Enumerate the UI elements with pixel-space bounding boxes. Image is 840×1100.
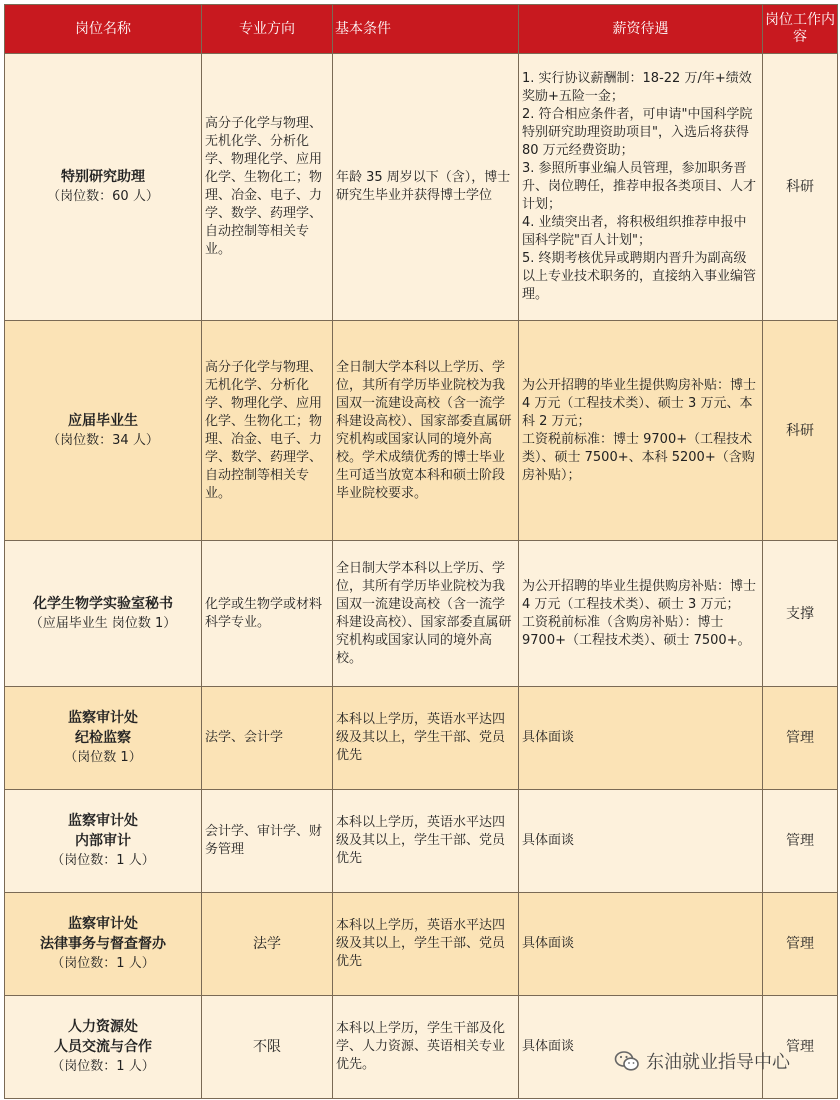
salary-cell xyxy=(519,790,763,893)
position-name: 特别研究助理 xyxy=(61,169,145,185)
salary-line: 2. 符合相应条件者，可申请"中国科学院特别研究助理资助项目"，入选后将获得 80 万元经费资助； xyxy=(522,107,753,158)
table-row xyxy=(5,54,838,321)
position-name: 化学生物学实验室秘书 xyxy=(33,595,173,612)
table-row xyxy=(5,321,838,541)
salary-line: 工资税前标准：博士 9700+（工程技术类）、硕士 7500+、本科 5200+（含购房补贴）； xyxy=(522,431,755,483)
salary-cell xyxy=(519,321,763,541)
wechat-icon xyxy=(614,1048,640,1074)
salary-line: 具体面谈 xyxy=(522,833,575,848)
position-name: 监察审计处 xyxy=(68,813,138,829)
position-count: （岗位数：1 人） xyxy=(51,956,155,971)
major-cell: 高分子化学与物理、无机化学、分析化学、物理化学、应用化学、生物化工；物理、冶金、电子、力学、数学、药理学、自动控制等相关专业。 xyxy=(202,321,333,541)
position-name: 内部审计 xyxy=(75,833,131,849)
position-cell xyxy=(5,893,202,996)
header-content: 岗位工作内容 xyxy=(763,5,838,54)
salary-cell xyxy=(519,541,763,687)
content-cell: 管理 xyxy=(763,893,838,996)
position-cell xyxy=(5,996,202,1099)
content-cell: 科研 xyxy=(763,54,838,321)
position-cell xyxy=(5,790,202,893)
content-cell: 管理 xyxy=(763,687,838,790)
watermark-text: 东油就业指导中心 xyxy=(646,1052,790,1073)
position-name: 纪检监察 xyxy=(75,730,131,746)
position-count: （岗位数：34 人） xyxy=(47,432,159,448)
content-cell: 管理 xyxy=(763,996,838,1099)
salary-line: 具体面谈 xyxy=(522,1039,575,1054)
major-cell: 会计学、审计学、财务管理 xyxy=(202,790,333,893)
major-cell: 法学 xyxy=(202,893,333,996)
major-cell: 化学或生物学或材料科学专业。 xyxy=(202,541,333,687)
table-row xyxy=(5,687,838,790)
header-major: 专业方向 xyxy=(202,5,333,54)
recruitment-table xyxy=(4,4,838,1099)
position-cell xyxy=(5,54,202,321)
major-cell: 高分子化学与物理、无机化学、分析化学、物理化学、应用化学、生物化工；物理、冶金、电子、力学、数学、药理学、自动控制等相关专业。 xyxy=(202,54,333,321)
position-name: 监察审计处 xyxy=(68,710,138,726)
position-count: （岗位数：1 人） xyxy=(51,853,155,868)
position-count: （岗位数：60 人） xyxy=(47,189,159,204)
table-header-row xyxy=(5,5,838,54)
conditions-cell: 本科以上学历，学生干部及化学、人力资源、英语相关专业优先。 xyxy=(333,996,519,1099)
conditions-cell: 全日制大学本科以上学历、学位，其所有学历毕业院校为我国双一流建设高校（含一流学科建设高校）、国家部委直属研究机构或国家认同的境外高校。 xyxy=(333,541,519,687)
watermark xyxy=(614,1045,834,1077)
salary-line: 1. 实行协议薪酬制：18-22 万/年+绩效奖励+五险一金； xyxy=(522,71,752,104)
header-position-name: 岗位名称 xyxy=(5,5,202,54)
position-count: （应届毕业生 岗位数 1） xyxy=(29,615,177,631)
header-salary: 薪资待遇 xyxy=(519,5,763,54)
salary-cell xyxy=(519,54,763,321)
table-row xyxy=(5,541,838,687)
position-name: 人力资源处 xyxy=(68,1019,138,1035)
conditions-cell: 年龄 35 周岁以下（含），博士研究生毕业并获得博士学位 xyxy=(333,54,519,321)
content-cell: 支撑 xyxy=(763,541,838,687)
major-cell: 法学、会计学 xyxy=(202,687,333,790)
position-name: 应届毕业生 xyxy=(68,412,138,429)
salary-line: 为公开招聘的毕业生提供购房补贴：博士 4 万元（工程技术类）、硕士 3 万元、本科 2 万元； xyxy=(522,377,757,429)
table-row xyxy=(5,893,838,996)
conditions-cell: 本科以上学历，英语水平达四级及其以上，学生干部、党员优先 xyxy=(333,790,519,893)
salary-cell xyxy=(519,687,763,790)
position-cell xyxy=(5,687,202,790)
conditions-cell: 本科以上学历，英语水平达四级及其以上，学生干部、党员优先 xyxy=(333,893,519,996)
salary-line: 具体面谈 xyxy=(522,936,575,951)
salary-line: 工资税前标准（含购房补贴）：博士 9700+（工程技术类）、硕士 7500+。 xyxy=(522,614,751,648)
major-cell: 不限 xyxy=(202,996,333,1099)
position-count: （岗位数：1 人） xyxy=(51,1059,155,1074)
salary-line: 具体面谈 xyxy=(522,730,575,745)
position-name: 人员交流与合作 xyxy=(54,1039,152,1055)
position-name: 法律事务与督查督办 xyxy=(40,936,166,952)
position-cell xyxy=(5,321,202,541)
salary-cell xyxy=(519,893,763,996)
content-cell: 管理 xyxy=(763,790,838,893)
content-cell: 科研 xyxy=(763,321,838,541)
header-conditions: 基本条件 xyxy=(333,5,519,54)
conditions-cell: 本科以上学历，英语水平达四级及其以上，学生干部、党员优先 xyxy=(333,687,519,790)
salary-line: 4. 业绩突出者，将积极组织推荐申报中国科学院"百人计划"； xyxy=(522,215,747,248)
position-count: （岗位数 1） xyxy=(64,750,142,765)
salary-line: 为公开招聘的毕业生提供购房补贴：博士 4 万元（工程技术类）、硕士 3 万元； xyxy=(522,578,757,612)
position-cell xyxy=(5,541,202,687)
position-name: 监察审计处 xyxy=(68,916,138,932)
salary-line: 3. 参照所事业编人员管理，参加职务晋升、岗位聘任，推荐申报各类项目、人才计划； xyxy=(522,161,757,212)
salary-line: 5. 终期考核优异或聘期内晋升为副高级以上专业技术职务的，直接纳入事业编管理。 xyxy=(522,251,757,302)
conditions-cell: 全日制大学本科以上学历、学位，其所有学历毕业院校为我国双一流建设高校（含一流学科建设高校）、国家部委直属研究机构或国家认同的境外高校。学术成绩优秀的博士毕业生可适当放宽本科和硕士阶段毕业院校要求。 xyxy=(333,321,519,541)
table-row xyxy=(5,790,838,893)
